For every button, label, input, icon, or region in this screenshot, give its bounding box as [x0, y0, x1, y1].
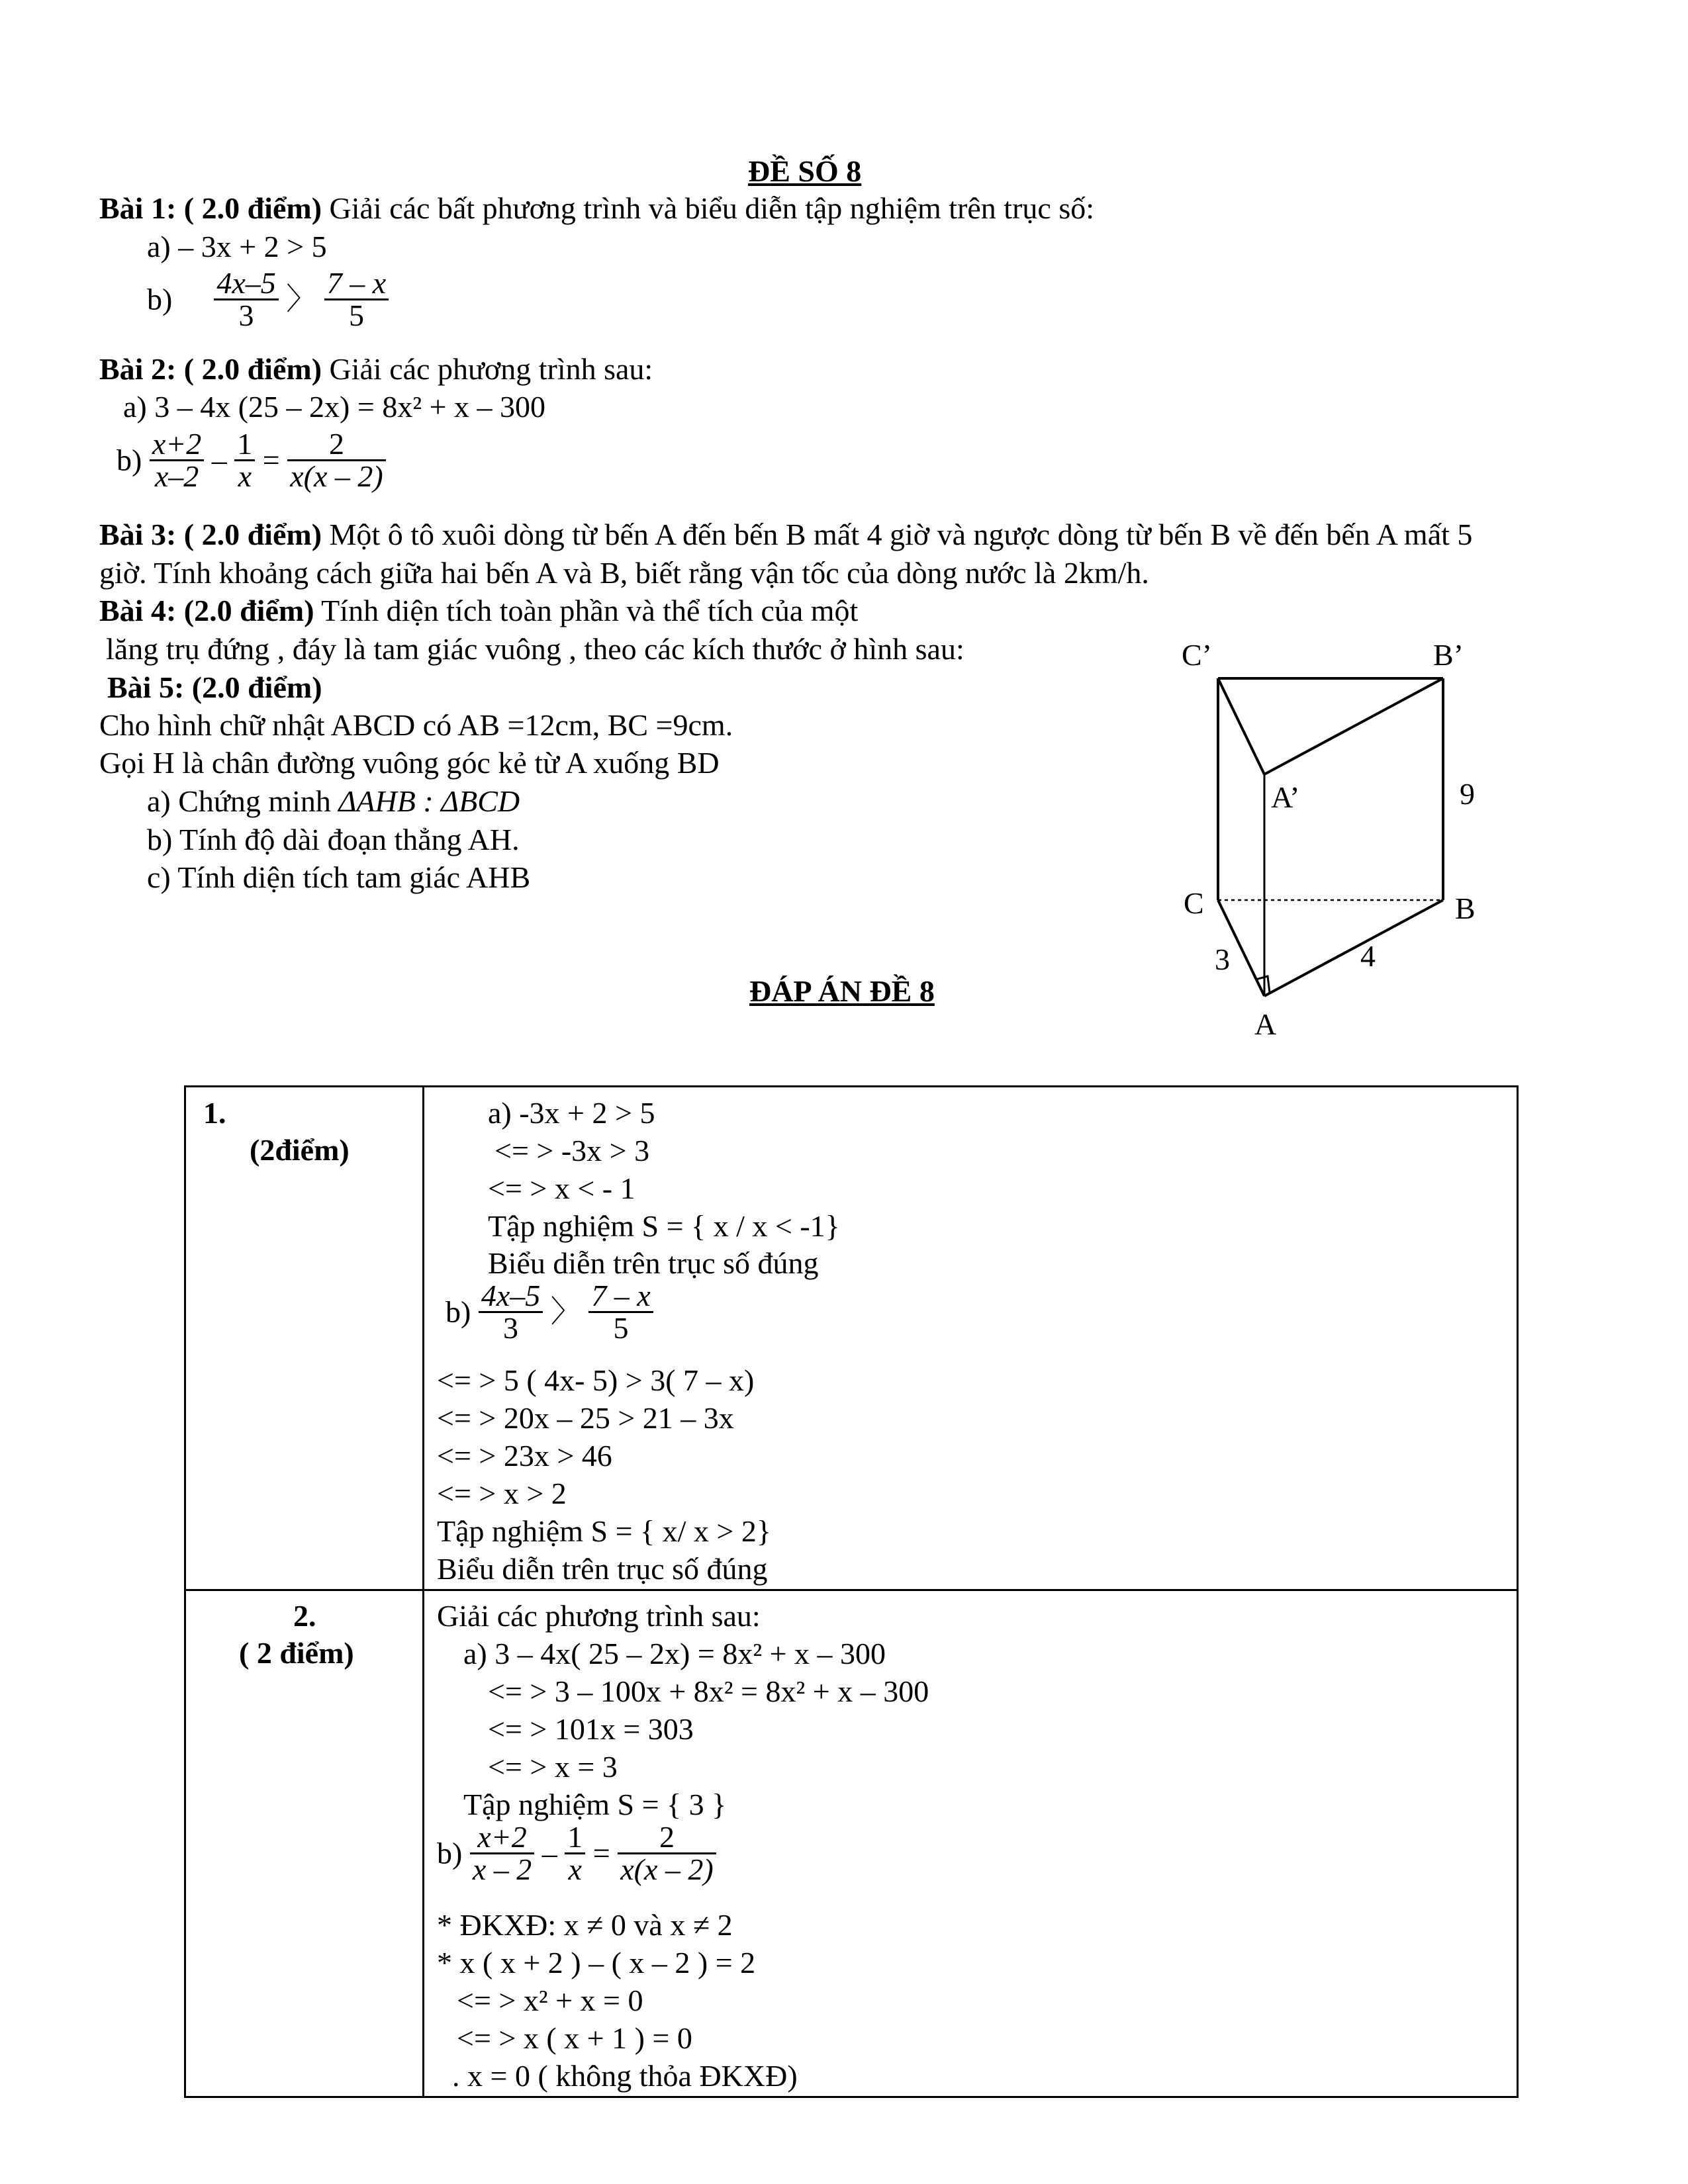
bai4-label: Bài 4: (2.0 điểm) — [99, 594, 314, 627]
bai3-line2: giờ. Tính khoảng cách giữa hai bến A và B, biết rằng vận tốc của dòng nước là 2km/h. — [99, 556, 1149, 590]
bai2-b-prefix: b) — [117, 443, 142, 477]
label-aprime: A’ — [1271, 780, 1300, 814]
bai2-b-frac3: $\frac{2}{x(x - 2)}$ — [287, 429, 385, 492]
answer1-line: Biểu diễn trên trục số đúng — [488, 1246, 819, 1280]
answer1-line: <= > x < - 1 — [488, 1171, 635, 1205]
bai2-a: a) 3 – 4x (25 – 2x) = 8x² + x – 300 — [123, 390, 546, 424]
answer-title: ĐÁP ÁN ĐỀ 8 — [749, 974, 935, 1008]
answer1-num: 1. — [203, 1096, 226, 1130]
bai1-b-prefix: b) — [147, 282, 173, 316]
bai4-line1 — [99, 596, 858, 626]
bai2-text: Giải các phương trình sau: — [322, 352, 653, 386]
bai1-label: Bài 1: ( 2.0 điểm) — [99, 191, 322, 225]
prism-figure — [1165, 635, 1496, 1059]
bai3-line1 — [99, 520, 1472, 550]
answer2-frac-op2: = — [592, 1836, 610, 1870]
bai2-label: Bài 2: ( 2.0 điểm) — [99, 352, 322, 386]
edge-aprime-bprime — [1264, 678, 1443, 774]
answer2-line: <= > 3 – 100x + 8x² = 8x² + x – 300 — [488, 1674, 929, 1708]
bai5-line1: Cho hình chữ nhật ABCD có AB =12cm, BC =9cm. — [99, 708, 733, 742]
bai1-text: Giải các bất phương trình và biểu diễn tập nghiệm trên trục số: — [322, 191, 1094, 225]
bai3-text1: Một ô tô xuôi dòng từ bến A đến bến B mất 4 giờ và ngược dòng từ bến B về đến bến A mất 5 — [322, 518, 1473, 551]
answer2-line: <= > x² + x = 0 — [457, 1983, 643, 2017]
answer1-line: <= > x > 2 — [437, 1477, 567, 1510]
answer2-line: <= > x = 3 — [488, 1750, 618, 1784]
answer1-line: <= > 23x > 46 — [437, 1439, 612, 1473]
page-title: ĐỀ SỐ 8 — [748, 154, 862, 188]
answer1-frac-op: 〉 — [550, 1295, 581, 1329]
answer1-frac2: $\frac{7 - x}{5}$ — [588, 1281, 653, 1343]
answer1-line: Tập nghiệm S = { x/ x > 2} — [437, 1514, 771, 1548]
answer2-frac1: $\frac{x+2}{x - 2}$ — [470, 1822, 534, 1885]
answer1-line: <= > 20x – 25 > 21 – 3x — [437, 1401, 734, 1435]
bai4-text1: Tính diện tích toàn phần và thể tích của một — [314, 594, 859, 627]
answer2-num: 2. — [293, 1599, 316, 1633]
answer2-line: a) 3 – 4x( 25 – 2x) = 8x² + x – 300 — [463, 1637, 886, 1670]
answer1-points: (2điểm) — [250, 1133, 350, 1167]
answer2-frac3: $\frac{2}{x(x - 2)}$ — [618, 1822, 716, 1885]
answer2-line: Giải các phương trình sau: — [437, 1599, 761, 1633]
answer1-line: <= > -3x > 3 — [494, 1134, 650, 1167]
answer2-frac — [437, 1822, 716, 1885]
answer-table — [184, 1085, 1519, 2098]
label-a: A — [1254, 1007, 1277, 1041]
bai1-b-op: 〉 — [286, 282, 317, 316]
label-bprime: B’ — [1433, 638, 1464, 672]
answer2-points: ( 2 điểm) — [239, 1636, 354, 1670]
bai5-a-prefix: a) Chứng minh — [147, 784, 339, 818]
label-4: 4 — [1360, 939, 1376, 973]
bai1-b — [147, 268, 389, 331]
bai1-heading — [99, 193, 1094, 224]
answer1-line: Tập nghiệm S = { x / x < -1} — [488, 1209, 840, 1243]
bai1-b-frac1: $\frac{4x-5}{3}$ — [214, 268, 278, 331]
bai2-b-frac2: $\frac{1}{x}$ — [234, 429, 255, 492]
label-b: B — [1455, 891, 1476, 925]
answer2-line: . x = 0 ( không thỏa ĐKXĐ) — [452, 2059, 798, 2093]
answer2-line: Tập nghiệm S = { 3 } — [463, 1788, 727, 1821]
bai2-b-op2: = — [262, 443, 280, 477]
answer2-line: <= > 101x = 303 — [488, 1712, 694, 1746]
label-9: 9 — [1460, 777, 1475, 811]
bai5-b: b) Tính độ dài đoạn thẳng AH. — [147, 823, 520, 856]
answer2-line: * x ( x + 2 ) – ( x – 2 ) = 2 — [437, 1946, 756, 1979]
answer1-frac — [445, 1281, 653, 1343]
answer1-frac-prefix: b) — [445, 1295, 471, 1329]
answer1-line: Biểu diễn trên trục số đúng — [437, 1552, 768, 1586]
bai2-b — [117, 429, 386, 492]
bai5-label: Bài 5: (2.0 điểm) — [107, 670, 322, 704]
bai5-a-math: ΔAHB : ΔBCD — [338, 784, 520, 818]
bai5-line2: Gọi H là chân đường vuông góc kẻ từ A xuống BD — [99, 746, 720, 780]
bai4-line2: lăng trụ đứng , đáy là tam giác vuông , theo các kích thước ở hình sau: — [106, 632, 964, 666]
bai2-heading — [99, 354, 653, 385]
answer1-line: a) -3x + 2 > 5 — [488, 1096, 655, 1130]
answer2-line: * ĐKXĐ: x ≠ 0 và x ≠ 2 — [437, 1908, 733, 1942]
label-3: 3 — [1215, 942, 1230, 976]
answer2-line: <= > x ( x + 1 ) = 0 — [457, 2021, 692, 2055]
answer2-frac-prefix: b) — [437, 1836, 463, 1870]
bai2-b-op1: – — [211, 443, 227, 477]
answer1-frac1: $\frac{4x-5}{3}$ — [479, 1281, 543, 1343]
bai1-b-frac2: $\frac{7 - x}{5}$ — [324, 268, 389, 331]
label-c: C — [1184, 886, 1204, 920]
answer2-frac-op1: – — [541, 1836, 557, 1870]
bai2-b-frac1: $\frac{x+2}{x-2}$ — [150, 429, 204, 492]
edge-a-b — [1264, 900, 1443, 996]
answer1-line: <= > 5 ( 4x- 5) > 3( 7 – x) — [437, 1363, 755, 1397]
bai5-c: c) Tính diện tích tam giác AHB — [147, 860, 531, 894]
label-cprime: C’ — [1182, 638, 1212, 672]
answer2-frac2: $\frac{1}{x}$ — [565, 1822, 585, 1885]
bai3-label: Bài 3: ( 2.0 điểm) — [99, 518, 322, 551]
bai1-a: a) – 3x + 2 > 5 — [147, 230, 327, 263]
edge-cprime-aprime — [1218, 678, 1264, 774]
bai5-a — [147, 786, 520, 817]
